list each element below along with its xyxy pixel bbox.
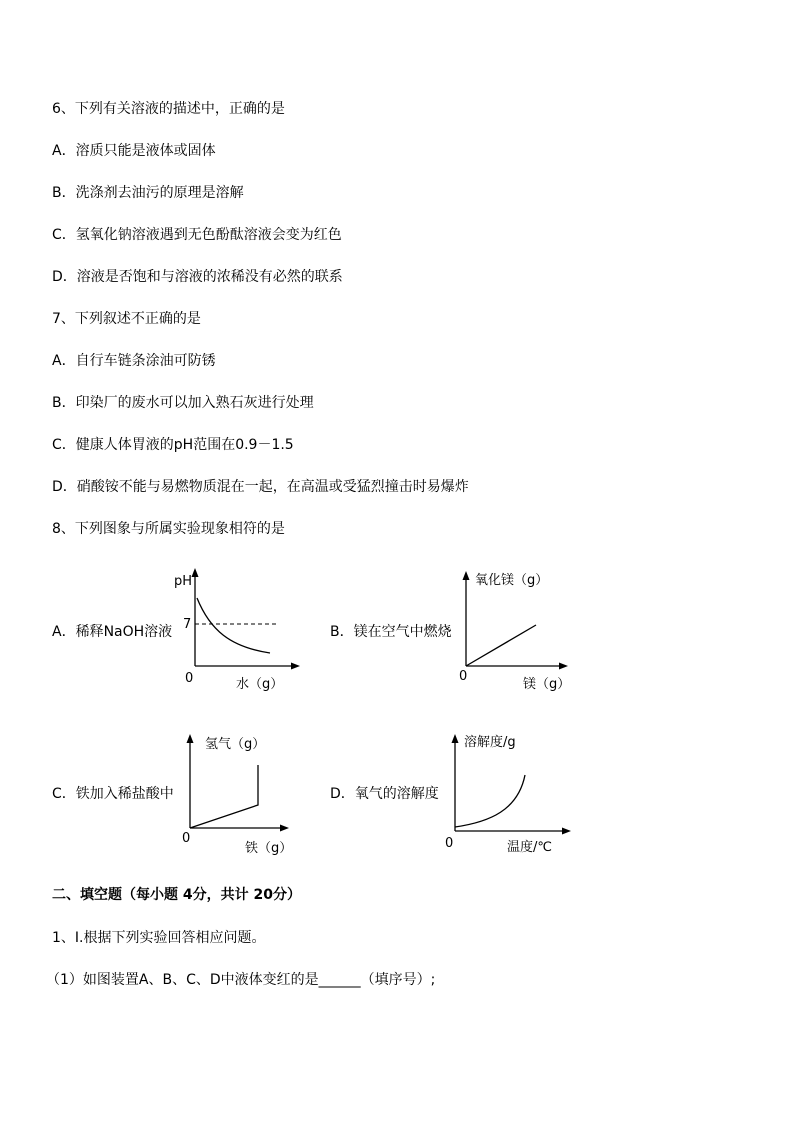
section2-q1-sub1: （1）如图装置A、B、C、D中液体变红的是______（填序号）; (46, 972, 436, 988)
q6-option-c: C．氢氧化钠溶液遇到无色酚酞溶液会变为红色 (52, 227, 342, 243)
graph-c-line (190, 765, 258, 828)
graph-b-x-label: 镁（g） (523, 677, 571, 692)
graph-d-curve (455, 775, 525, 827)
graph-a-x-arrow (291, 663, 300, 670)
graph-c-x-label: 铁（g） (245, 841, 293, 856)
section-heading: 二、填空题（每小题 4分，共计 20分） (52, 887, 301, 903)
graph-d-origin: 0 (445, 836, 454, 851)
q7-option-c: C．健康人体胃液的pH范围在0.9－1.5 (52, 437, 294, 453)
q8-graph-d (440, 730, 580, 860)
graph-a-origin: 0 (185, 671, 194, 686)
q6-option-d: D．溶液是否饱和与溶液的浓稀没有必然的联系 (52, 269, 343, 285)
q8-option-d-label: D．氧气的溶解度 (330, 786, 439, 802)
graph-d-x-label: 温度/℃ (507, 840, 552, 855)
q8-option-a-label: A．稀释NaOH溶液 (52, 624, 173, 640)
q8-graph-b (450, 565, 580, 695)
graph-c-y-arrow (187, 734, 194, 743)
q8-graph-c (175, 730, 305, 860)
q7-option-a: A．自行车链条涂油可防锈 (52, 353, 216, 369)
graph-c-origin: 0 (182, 831, 191, 846)
graph-c-y-label: 氢气（g） (205, 737, 266, 752)
graph-c-x-arrow (280, 825, 289, 832)
graph-d-x-arrow (562, 828, 571, 835)
q7-option-b: B．印染厂的废水可以加入熟石灰进行处理 (52, 395, 314, 411)
q6-option-a: A．溶质只能是液体或固体 (52, 143, 216, 159)
q8-option-b-label: B．镁在空气中燃烧 (330, 624, 452, 640)
graph-a-y-label: pH (174, 574, 193, 589)
graph-d-y-arrow (452, 734, 459, 743)
q6-stem: 6、下列有关溶液的描述中，正确的是 (52, 101, 285, 117)
graph-a-ref-label: 7 (183, 617, 192, 632)
graph-b-line (466, 625, 536, 666)
graph-a-x-label: 水（g） (236, 677, 284, 692)
q6-option-b: B．洗涤剂去油污的原理是溶解 (52, 185, 244, 201)
graph-a-y-arrow (192, 568, 199, 577)
graph-b-x-arrow (559, 663, 568, 670)
graph-d-y-label: 溶解度/g (464, 735, 516, 750)
section2-q1-stem: 1、I.根据下列实验回答相应问题。 (52, 930, 266, 946)
q8-option-c-label: C．铁加入稀盐酸中 (52, 786, 174, 802)
graph-b-origin: 0 (459, 669, 468, 684)
q7-stem: 7、下列叙述不正确的是 (52, 311, 201, 327)
graph-b-y-label: 氧化镁（g） (475, 573, 549, 588)
graph-a-curve (197, 598, 270, 653)
q8-graph-a (170, 565, 310, 695)
graph-b-y-arrow (463, 571, 470, 580)
q7-option-d: D．硝酸铵不能与易燃物质混在一起，在高温或受猛烈撞击时易爆炸 (52, 479, 469, 495)
q8-stem: 8、下列图象与所属实验现象相符的是 (52, 521, 285, 537)
